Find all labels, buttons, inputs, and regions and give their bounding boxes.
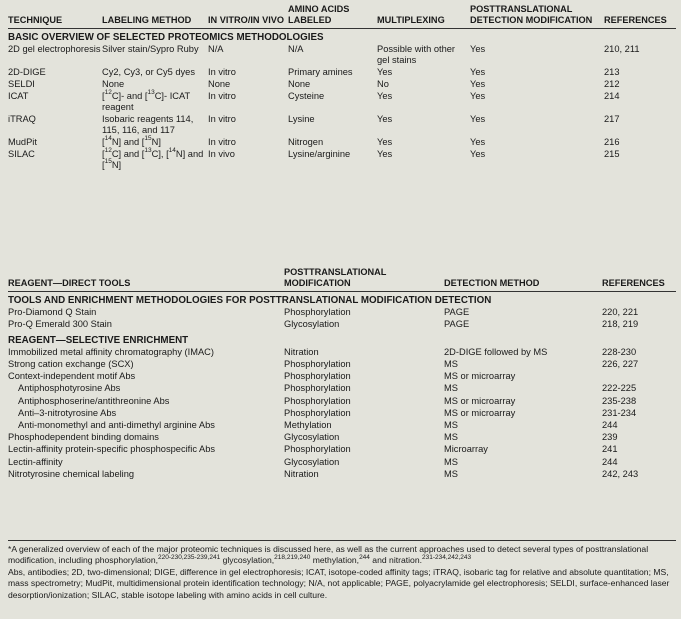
cell-detection: MS — [444, 420, 458, 431]
footnote-overview: *A generalized overview of each of the major proteomic techniques is discussed here, as well as the current approaches used to detect several types of posttranslational modification, including phosphorylation,$^{220-230,235-239,241}$ glycosylation,$^{218,219,240}$ methylation,$^{244}$ and nitration.$^{231-234,242,243}$ — [8, 544, 649, 566]
cell-amino: Nitrogen — [288, 137, 324, 147]
cell-detection: MS — [444, 468, 458, 479]
cell-detection: MS — [444, 359, 458, 370]
cell-reagent: Strong cation exchange (SCX) — [8, 359, 134, 370]
cell-ptm: Yes — [470, 44, 486, 54]
cell-detection: MS — [444, 432, 458, 443]
cell-amino: Cysteine — [288, 91, 325, 101]
cell-ptm: Phosphorylation — [284, 307, 351, 318]
cell-multiplexing: Yes — [377, 114, 393, 124]
cell-ptm: Yes — [470, 79, 486, 89]
cell-refs: 244 — [602, 456, 618, 467]
cell-refs: 235-238 — [602, 395, 637, 406]
section-row — [8, 332, 676, 347]
cell-labeling: None — [102, 79, 125, 89]
cell-technique: iTRAQ — [8, 114, 36, 124]
section-title: TOOLS AND ENRICHMENT METHODOLOGIES FOR POSTTRANSLATIONAL MODIFICATION DETECTION — [8, 295, 492, 306]
cell-refs: 210, 211 — [604, 44, 640, 54]
cell-ptm: Nitration — [284, 346, 319, 357]
cell-refs: 226, 227 — [602, 359, 639, 370]
table2-header-row — [8, 267, 676, 292]
cell-technique: ICAT — [8, 91, 29, 101]
cell-labeling: [$^{12}$C]- and [$^{13}$C]- ICAT reagent — [102, 88, 191, 112]
table-row — [8, 149, 676, 172]
cell-amino: Lysine/arginine — [288, 149, 351, 159]
cell-ptm: Phosphorylation — [284, 383, 351, 394]
cell-ptm: Yes — [470, 149, 486, 159]
cell-refs: 231-234 — [602, 407, 637, 418]
cell-technique: 2D-DIGE — [8, 67, 46, 77]
cell-detection: MS — [444, 456, 458, 467]
table-row — [8, 371, 676, 383]
cell-detection: MS or microarray — [444, 395, 516, 406]
cell-detection: 2D-DIGE followed by MS — [444, 346, 548, 357]
header-multiplexing: MULTIPLEXING — [377, 15, 445, 25]
header-ptm-detection: POSTTRANSLATIONAL DETECTION MODIFICATION — [470, 4, 593, 25]
cell-multiplexing: Yes — [377, 67, 393, 77]
cell-labeling: [$^{14}$N] and [$^{15}$N] — [102, 134, 161, 147]
cell-reagent: Lectin-affinity protein-specific phosphospecific Abs — [8, 444, 216, 455]
cell-labeling: Silver stain/Sypro Ruby — [102, 44, 199, 54]
table-row — [8, 319, 676, 331]
cell-ptm: Yes — [470, 67, 486, 77]
cell-reagent: Antiphosphoserine/antithreonine Abs — [18, 395, 170, 406]
cell-ptm: Yes — [470, 91, 486, 101]
header-references: REFERENCES — [604, 15, 667, 25]
section-title: REAGENT—SELECTIVE ENRICHMENT — [8, 334, 189, 346]
cell-reagent: Immobilized metal affinity chromatography (IMAC) — [8, 346, 214, 357]
cell-labeling: Isobaric reagents 114, 115, 116, and 117 — [102, 114, 194, 135]
cell-refs: 216 — [604, 137, 620, 147]
cell-invitro: N/A — [208, 44, 224, 54]
ptm-tools-table — [8, 267, 676, 481]
cell-amino: None — [288, 79, 311, 89]
cell-reagent: Antiphosphotyrosine Abs — [18, 383, 121, 394]
cell-refs: 215 — [604, 149, 620, 159]
table-row — [8, 396, 676, 408]
table1-header-row — [8, 4, 676, 29]
cell-technique: MudPit — [8, 137, 37, 147]
cell-refs: 218, 219 — [602, 319, 639, 330]
table-row — [8, 347, 676, 359]
cell-detection: MS — [444, 383, 458, 394]
cell-invitro: In vivo — [208, 149, 235, 159]
cell-technique: SILAC — [8, 149, 35, 159]
cell-reagent: Phosphodependent binding domains — [8, 432, 159, 443]
section-row — [8, 29, 676, 45]
cell-ptm: Phosphorylation — [284, 407, 351, 418]
proteomics-methods-table — [8, 4, 676, 172]
header-ptm: POSTTRANSLATIONAL MODIFICATION — [284, 267, 387, 288]
table-row — [8, 457, 676, 469]
cell-multiplexing: Yes — [377, 137, 393, 147]
table-row — [8, 67, 676, 79]
cell-reagent: Nitrotyrosine chemical labeling — [8, 468, 135, 479]
table-row — [8, 307, 676, 319]
cell-refs: 217 — [604, 114, 620, 124]
cell-refs: 220, 221 — [602, 307, 639, 318]
cell-refs: 213 — [604, 67, 620, 77]
cell-invitro: In vitro — [208, 114, 236, 124]
header-technique: TECHNIQUE — [8, 15, 63, 25]
cell-ptm: Nitration — [284, 468, 319, 479]
cell-refs: 222-225 — [602, 383, 637, 394]
section-title: BASIC OVERVIEW OF SELECTED PROTEOMICS METHODOLOGIES — [8, 32, 324, 43]
cell-detection: Microarray — [444, 444, 488, 455]
table-row — [8, 383, 676, 395]
cell-refs: 212 — [604, 79, 620, 89]
cell-amino: Lysine — [288, 114, 315, 124]
table-row — [8, 359, 676, 371]
cell-detection: MS or microarray — [444, 407, 516, 418]
cell-amino: N/A — [288, 44, 304, 54]
cell-detection: PAGE — [444, 307, 470, 318]
cell-ptm: Glycosylation — [284, 319, 340, 330]
table-footnote — [8, 540, 676, 601]
cell-multiplexing: No — [377, 79, 389, 89]
table-row — [8, 444, 676, 456]
cell-multiplexing: Possible with other gel stains — [377, 44, 456, 65]
cell-multiplexing: Yes — [377, 91, 393, 101]
section-row — [8, 292, 676, 308]
cell-invitro: None — [208, 79, 231, 89]
cell-invitro: In vitro — [208, 137, 236, 147]
table-row — [8, 408, 676, 420]
cell-labeling: [$^{12}$C] and [$^{13}$C], [$^{14}$N] and [$^{15}$N] — [102, 146, 204, 170]
cell-invitro: In vitro — [208, 91, 236, 101]
cell-ptm: Phosphorylation — [284, 371, 351, 382]
cell-refs: 239 — [602, 432, 618, 443]
cell-invitro: In vitro — [208, 67, 236, 77]
cell-ptm: Yes — [470, 137, 486, 147]
cell-technique: 2D gel electrophoresis — [8, 44, 101, 54]
cell-technique: SELDI — [8, 79, 35, 89]
cell-reagent: Anti–3-nitrotyrosine Abs — [18, 407, 117, 418]
cell-multiplexing: Yes — [377, 149, 393, 159]
cell-reagent: Pro-Q Emerald 300 Stain — [8, 319, 112, 330]
cell-ptm: Methylation — [284, 420, 332, 431]
cell-ptm: Glycosylation — [284, 456, 340, 467]
header-in-vitro-in-vivo: IN VITRO/IN VIVO — [208, 15, 285, 25]
cell-detection: PAGE — [444, 319, 470, 330]
table-row — [8, 91, 676, 114]
footnote-abbreviations: Abs, antibodies; 2D, two-dimensional; DIGE, difference in gel electrophoresis; ICAT, isotope-coded affinity tags; iTRAQ, isobaric tag for relative and absolute quantitation; MS, mass spectrometry; MudPit, multidimensional protein identification technology; N/A, not applicable; PAGE, polyacrylamide gel electrophoresis; SELDI, surface-enhanced laser desorption/ionization; SILAC, stable isotope labeling with amino acids in cell culture. — [8, 566, 670, 600]
cell-refs: 241 — [602, 444, 618, 455]
table-row — [8, 114, 676, 137]
header-detection: DETECTION METHOD — [444, 278, 540, 288]
cell-reagent: Pro-Diamond Q Stain — [8, 307, 97, 318]
cell-reagent: Anti-monomethyl and anti-dimethyl arginine Abs — [18, 420, 215, 431]
cell-amino: Primary amines — [288, 67, 353, 77]
table-row — [8, 432, 676, 444]
cell-reagent: Lectin-affinity — [8, 456, 63, 467]
cell-ptm: Yes — [470, 114, 486, 124]
header-amino-acids: AMINO ACIDS LABELED — [288, 4, 350, 25]
cell-refs: 214 — [604, 91, 620, 101]
header-references: REFERENCES — [602, 278, 665, 288]
table-row — [8, 420, 676, 432]
header-labeling-method: LABELING METHOD — [102, 15, 192, 25]
cell-ptm: Phosphorylation — [284, 444, 351, 455]
cell-detection: MS or microarray — [444, 371, 516, 382]
cell-reagent: Context-independent motif Abs — [8, 371, 136, 382]
cell-ptm: Glycosylation — [284, 432, 340, 443]
cell-ptm: Phosphorylation — [284, 395, 351, 406]
cell-refs — [602, 371, 676, 383]
cell-refs: 228-230 — [602, 346, 637, 357]
cell-ptm: Phosphorylation — [284, 359, 351, 370]
cell-refs: 242, 243 — [602, 468, 639, 479]
cell-labeling: Cy2, Cy3, or Cy5 dyes — [102, 67, 196, 77]
table-row — [8, 44, 676, 67]
cell-refs: 244 — [602, 420, 618, 431]
header-reagent-direct: REAGENT—DIRECT TOOLS — [8, 278, 131, 288]
table-row — [8, 469, 676, 481]
